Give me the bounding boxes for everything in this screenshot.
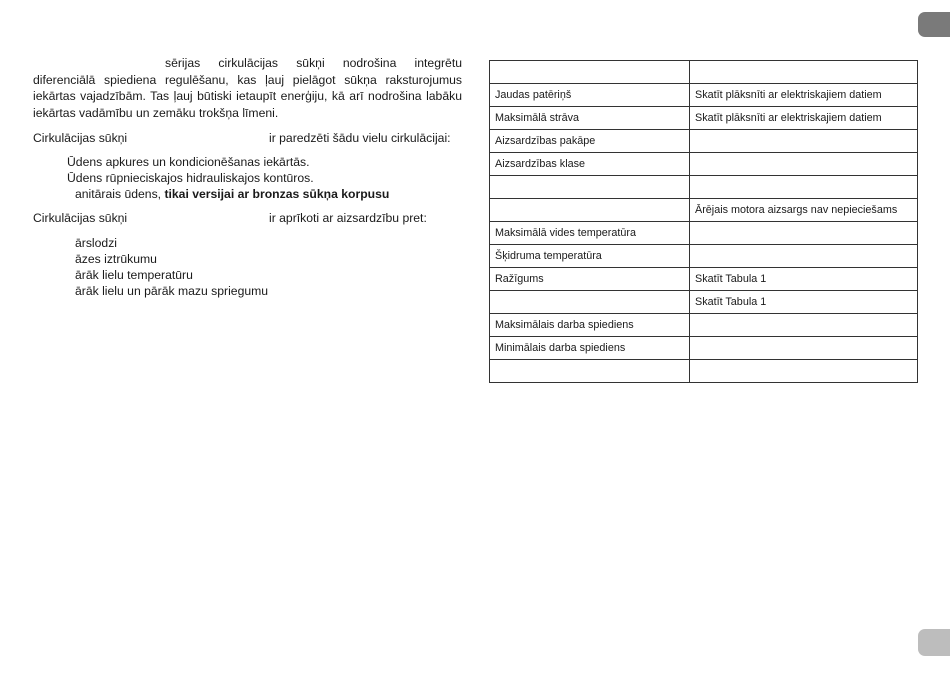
row-label: Aizsardzības pakāpe [490, 130, 690, 153]
row-label: Aizsardzības klase [490, 153, 690, 176]
protection-line-end: ir aprīkoti ar aizsardzību pret: [269, 210, 427, 225]
table-row [490, 153, 918, 176]
row-value [690, 130, 918, 153]
table-row [490, 268, 918, 291]
row-label: Maksimālā vides temperatūra [490, 222, 690, 245]
row-label [490, 176, 690, 199]
table-row [490, 245, 918, 268]
protection-item: ārslodzi [75, 235, 117, 250]
row-value: Skatīt Tabula 1 [690, 291, 918, 314]
table-row [490, 176, 918, 199]
usage-list [33, 154, 462, 203]
table-row [490, 337, 918, 360]
usage-item: Ūdens apkures un kondicionēšanas iekārtās. [67, 155, 310, 169]
intro-paragraph [33, 55, 462, 121]
left-text-column [33, 55, 462, 299]
usage-line-start: Cirkulācijas sūkņi [33, 131, 128, 145]
row-value: Skatīt plāksnīti ar elektriskajiem datiem [690, 107, 918, 130]
table-row [490, 291, 918, 314]
table-row [490, 107, 918, 130]
row-value [690, 176, 918, 199]
row-value [690, 153, 918, 176]
table-row [490, 199, 918, 222]
usage-line-end: ir paredzēti šādu vielu cirkulācijai: [269, 131, 451, 145]
row-value: Skatīt plāksnīti ar elektriskajiem datiem [690, 84, 918, 107]
row-value: Skatīt Tabula 1 [690, 268, 918, 291]
table-row [490, 314, 918, 337]
row-label: Ražīgums [490, 268, 690, 291]
row-label: Šķidruma temperatūra [490, 245, 690, 268]
row-label [490, 199, 690, 222]
row-value [690, 337, 918, 360]
page-tab-bottom [918, 629, 950, 656]
protection-item: ārāk lielu un pārāk mazu spriegumu [75, 284, 269, 299]
table-row [490, 360, 918, 383]
table-row [490, 61, 918, 84]
protection-item: ārāk lielu temperatūru [75, 267, 193, 282]
usage-item: anitārais ūdens, tikai versijai ar bronzas sūkņa korpusu [75, 187, 390, 202]
table-row [490, 222, 918, 245]
protection-list [33, 235, 462, 300]
usage-item-bold: tikai versijai ar bronzas sūkņa korpusu [164, 187, 390, 202]
row-value [690, 245, 918, 268]
row-label [490, 291, 690, 314]
usage-item: Ūdens rūpnieciskajos hidrauliskajos kontūros. [67, 171, 314, 186]
protection-line-start: Cirkulācijas sūkņi [33, 210, 128, 225]
row-label [490, 61, 690, 84]
row-value [690, 222, 918, 245]
table-row [490, 130, 918, 153]
technical-data-table [489, 60, 918, 383]
row-label [490, 360, 690, 383]
row-value [690, 61, 918, 84]
usage-intro-line [33, 130, 462, 147]
row-value [690, 314, 918, 337]
protection-item: āzes iztrūkumu [75, 251, 157, 266]
intro-paragraph-text: sērijas cirkulācijas sūkņi nodrošina integrētu diferenciālā spiediena regulēšanu, kas ļauj pielāgot sūkņa raksturojumus iekārtas vajadzībām. Tas ļauj būtiski ietaupīt enerģiju, kā arī nodrošina labāku iekārtas vadāmību un zemāku trokšņa līmeni. [33, 56, 462, 120]
row-label: Maksimālais darba spiediens [490, 314, 690, 337]
protection-intro-line [33, 210, 462, 227]
table-row [490, 84, 918, 107]
row-label: Maksimālā strāva [490, 107, 690, 130]
row-label: Jaudas patēriņš [490, 84, 690, 107]
row-value: Ārējais motora aizsargs nav nepieciešams [690, 199, 918, 222]
row-value [690, 360, 918, 383]
section-tab-top [918, 12, 950, 37]
row-label: Minimālais darba spiediens [490, 337, 690, 360]
